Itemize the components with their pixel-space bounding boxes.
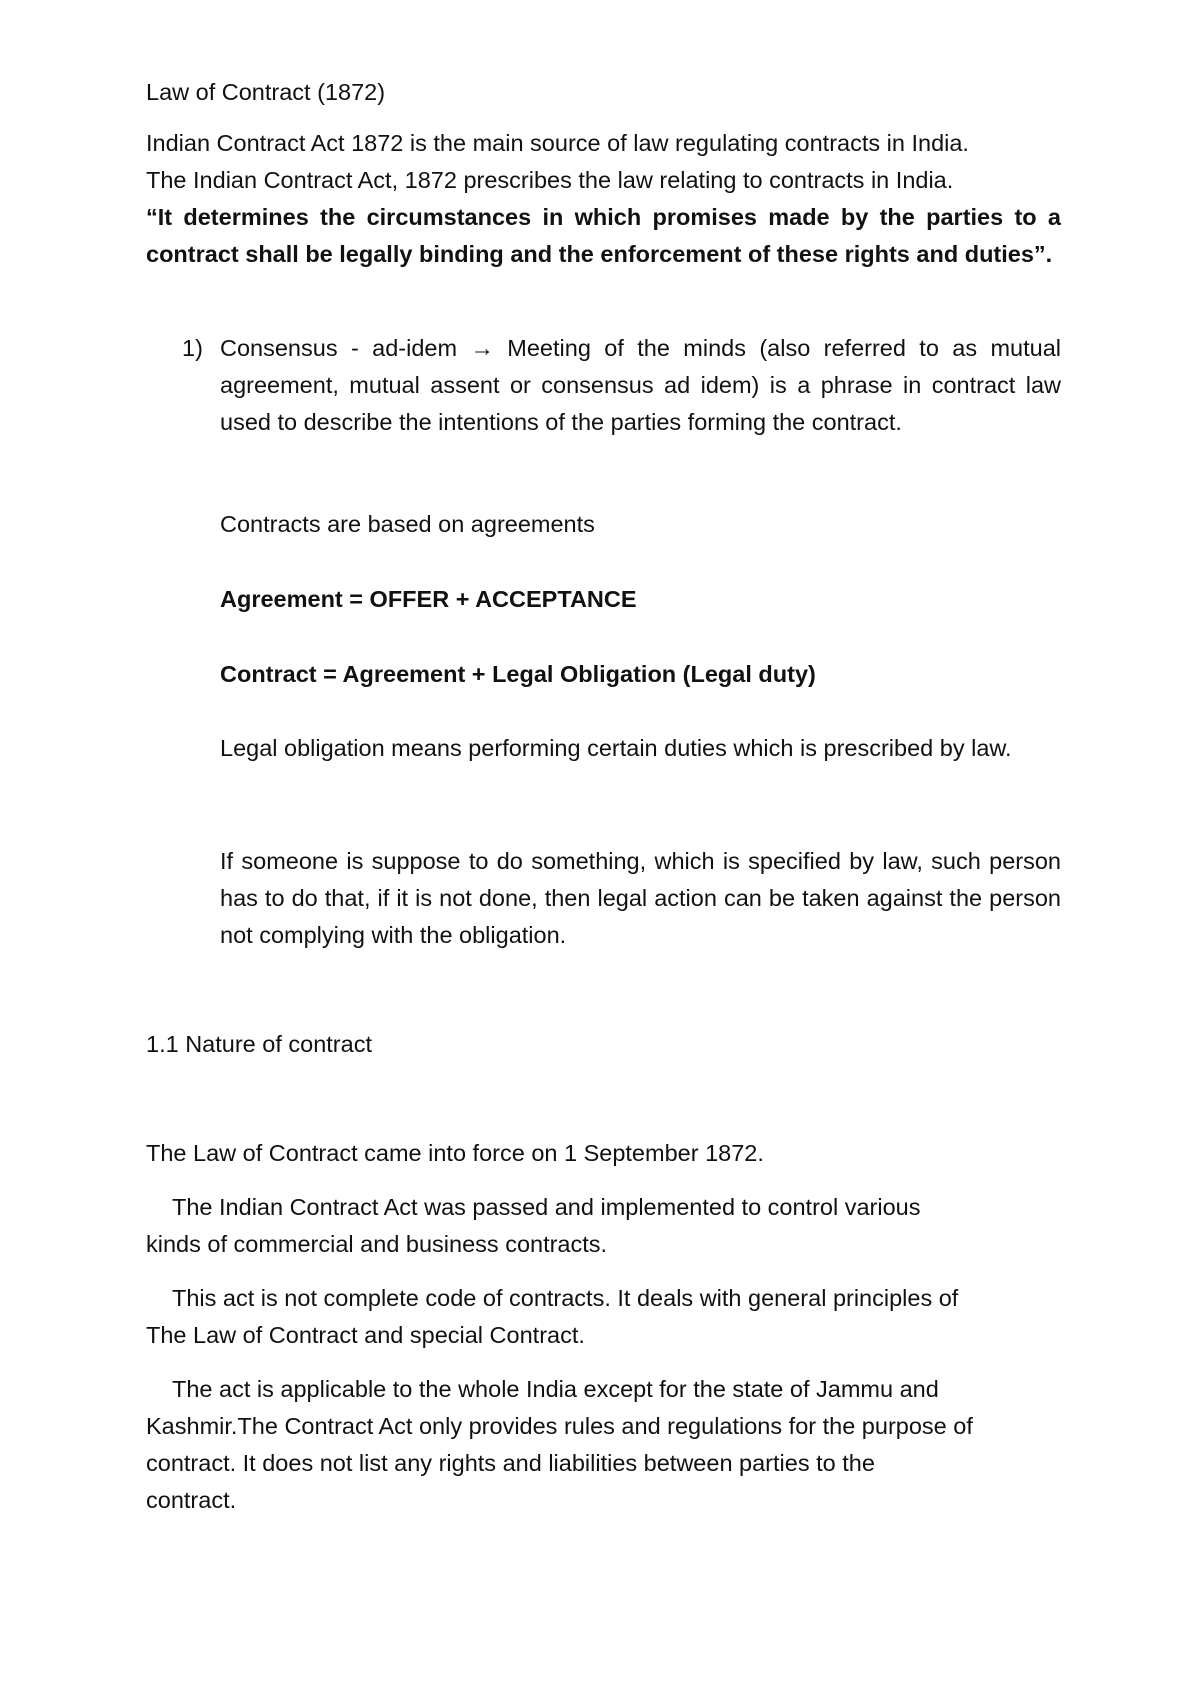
formula-agreement: Agreement = OFFER + ACCEPTANCE [220,586,637,612]
formula-contract: Contract = Agreement + Legal Obligation (Legal duty) [220,661,816,687]
paragraph-applicable [146,1371,1061,1519]
section-heading: 1.1 Nature of contract [146,1031,372,1057]
paragraph-not-complete-line-1: This act is not complete code of contracts. It deals with general principles of [172,1285,959,1311]
intro-line-2: The Indian Contract Act, 1872 prescribes the law relating to contracts in India. [146,167,954,193]
paragraph-applicable-line-3: contract. It does not list any rights and liabilities between parties to the [146,1450,875,1476]
paragraph-not-complete [146,1280,1061,1354]
paragraph-passed [146,1189,1061,1263]
legal-obligation-paragraph: Legal obligation means performing certain duties which is prescribed by law. [220,735,1012,761]
paragraph-applicable-line-1: The act is applicable to the whole India except for the state of Jammu and [172,1376,939,1402]
paragraph-passed-line-2: kinds of commercial and business contracts. [146,1231,608,1257]
paragraph-applicable-line-2: Kashmir.The Contract Act only provides rules and regulations for the purpose of [146,1413,973,1439]
intro-line-1: Indian Contract Act 1872 is the main source of law regulating contracts in India. [146,130,969,156]
someone-paragraph: If someone is suppose to do something, which is specified by law, such person has to do that, if it is not done, then legal action can be taken against the person not complying with the obligation. [220,848,1061,948]
point-1-text: Consensus - ad-idem → Meeting of the minds (also referred to as mutual agreement, mutual assent or consensus ad idem) is a phrase in contract law used to describe the intentions of the parties forming the contract. [220,335,1061,435]
agreements-line: Contracts are based on agreements [220,511,595,537]
intro-quote: “It determines the circumstances in which promises made by the parties to a contract shall be legally binding and the enforcement of these rights and duties”. [146,204,1061,267]
paragraph-passed-line-1: The Indian Contract Act was passed and implemented to control various [172,1194,921,1220]
came-into-force: The Law of Contract came into force on 1 September 1872. [146,1140,764,1166]
document-title: Law of Contract (1872) [146,79,386,105]
paragraph-not-complete-line-2: The Law of Contract and special Contract. [146,1322,585,1348]
paragraph-applicable-line-4: contract. [146,1487,237,1513]
point-1-number: 1) [182,335,203,361]
intro-paragraph [146,125,1061,199]
